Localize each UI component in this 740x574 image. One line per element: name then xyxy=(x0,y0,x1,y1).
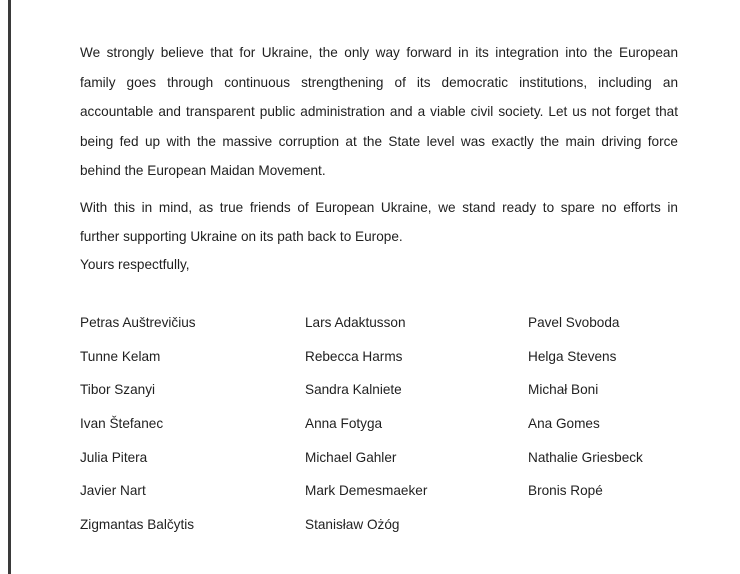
signatory-name: Sandra Kalniete xyxy=(305,382,402,398)
signatories-column-3 xyxy=(528,306,678,542)
signatory-name: Rebecca Harms xyxy=(305,348,403,364)
paragraph-2 xyxy=(80,193,678,252)
signatory-name: Helga Stevens xyxy=(528,348,617,364)
page-edge-line xyxy=(8,0,11,574)
signatory-name: Petras Auštrevičius xyxy=(80,315,196,330)
signatory-name: Michał Boni xyxy=(528,382,599,398)
closing-line: Yours respectfully, xyxy=(80,256,190,272)
signatory-name: Javier Nart xyxy=(80,483,146,499)
signatory-name: Tibor Szanyi xyxy=(80,382,156,398)
signatories-column-2 xyxy=(305,306,528,542)
signatory-name: Nathalie Griesbeck xyxy=(528,449,643,465)
signatory-name: Lars Adaktusson xyxy=(305,315,406,330)
signatory-name: Bronis Ropé xyxy=(528,483,603,499)
signatory-name: Julia Pitera xyxy=(80,449,148,465)
signatories-column-1 xyxy=(80,306,305,542)
letter-body xyxy=(80,0,678,542)
signatory-name: Tunne Kelam xyxy=(80,348,161,364)
paragraph-line: With this in mind, as true friends of European Ukraine, we stand ready to spare no efforts in xyxy=(80,199,678,215)
paragraph-line: family goes through continuous strengthening of its democratic institutions, including an xyxy=(80,74,678,90)
signatory-name: Mark Demesmaeker xyxy=(305,483,428,499)
paragraph-line: behind the European Maidan Movement. xyxy=(80,163,326,178)
signatory-name: Michael Gahler xyxy=(305,449,397,465)
paragraph-line: further supporting Ukraine on its path back to Europe. xyxy=(80,229,403,244)
paragraph-1 xyxy=(80,38,678,186)
signatory-name: Ivan Štefanec xyxy=(80,416,164,432)
signatories-list xyxy=(80,306,678,542)
paragraph-line: being fed up with the massive corruption at the State level was exactly the main driving force xyxy=(80,133,678,149)
signatory-name: Anna Fotyga xyxy=(305,416,383,432)
signatory-name: Ana Gomes xyxy=(528,416,600,432)
signatory-name: Stanisław Ożóg xyxy=(305,517,400,533)
paragraph-line: We strongly believe that for Ukraine, the only way forward in its integration into the European xyxy=(80,45,678,60)
signatory-name: Pavel Svoboda xyxy=(528,315,620,330)
paragraph-line: accountable and transparent public administration and a viable civil society. Let us not forget that xyxy=(80,104,678,119)
signatory-name: Zigmantas Balčytis xyxy=(80,517,195,533)
